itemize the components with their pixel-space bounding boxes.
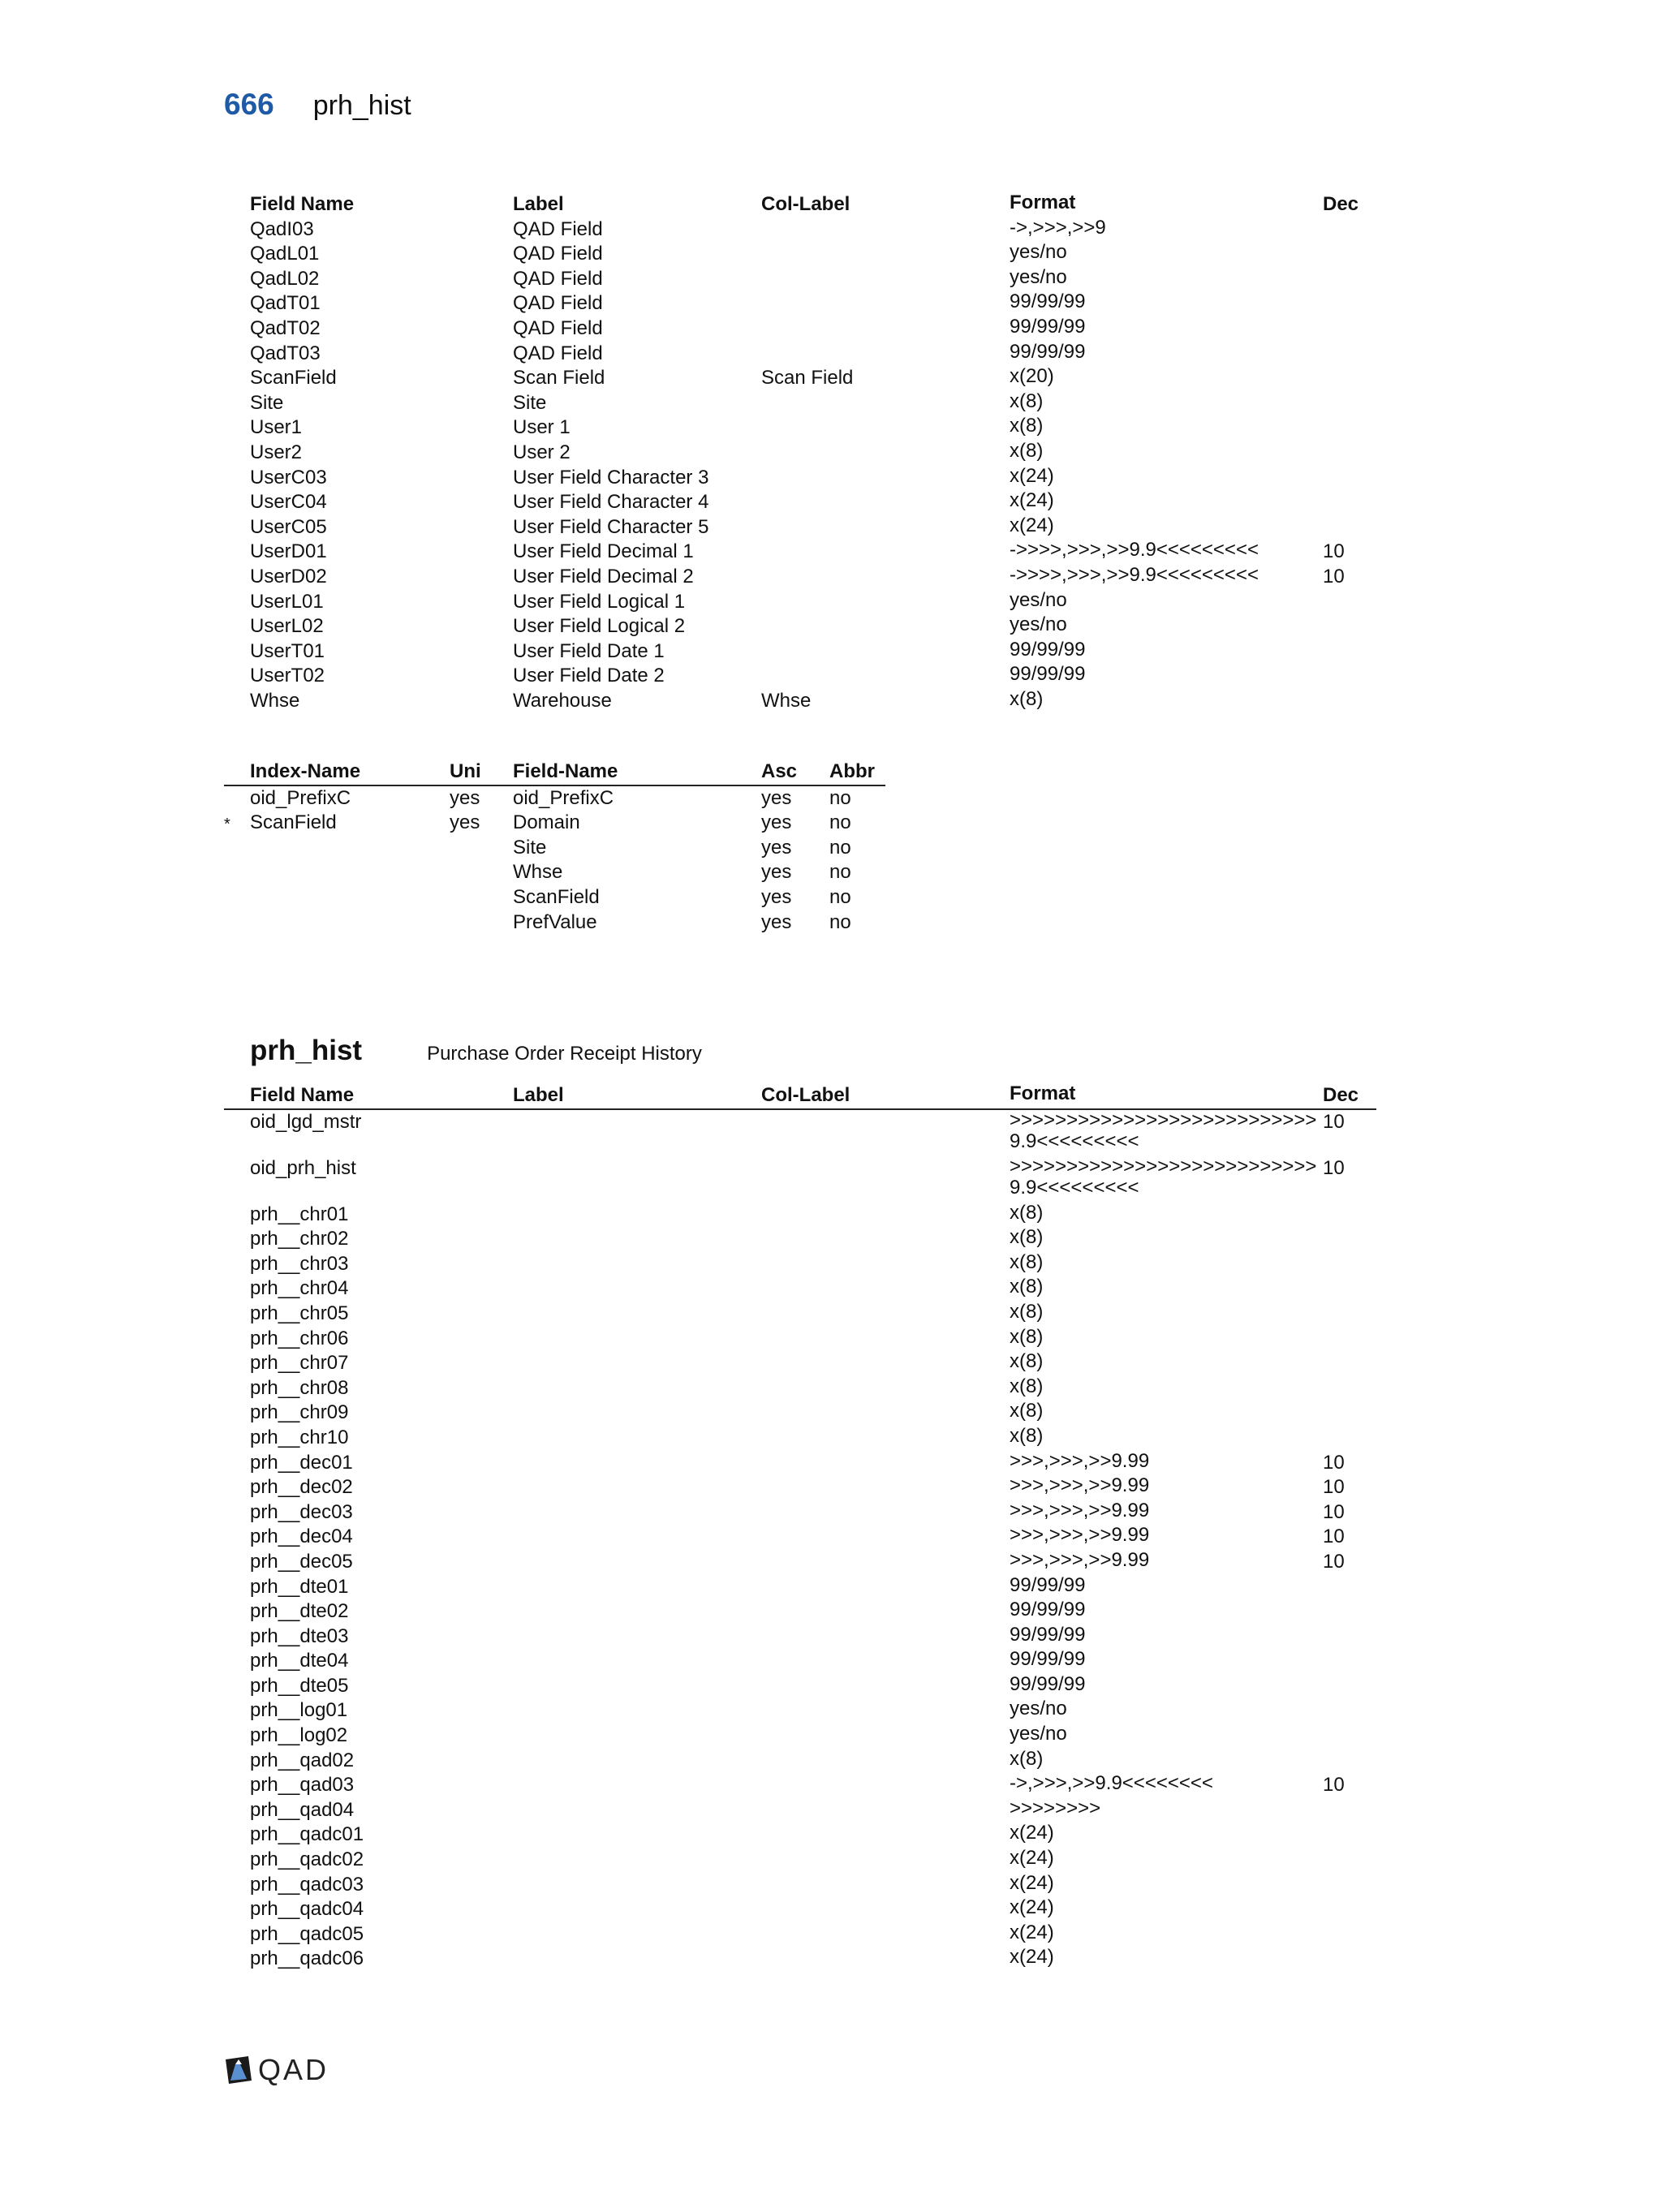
table-row xyxy=(224,217,1376,243)
cell-field-name: prh__chr03 xyxy=(250,1252,349,1275)
table-row xyxy=(224,1401,1376,1426)
table-row xyxy=(224,242,1376,267)
cell-dec: 10 xyxy=(1323,1500,1345,1523)
table-row xyxy=(224,1376,1376,1401)
cell-field-name: prh__qad03 xyxy=(250,1774,355,1797)
cell-asc: yes xyxy=(761,786,792,809)
cell-format: >>>>>>>>>>>>>>>>>>>>>>>>>>>9.9<<<<<<<<< xyxy=(1010,1155,1317,1199)
cell-asc: yes xyxy=(761,885,792,908)
cell-label: User Field Character 5 xyxy=(513,515,709,538)
cell-asc: yes xyxy=(761,811,792,834)
cell-format: yes/no xyxy=(1010,265,1067,288)
table-row xyxy=(224,1724,1376,1749)
cell-field-name: prh__qadc01 xyxy=(250,1823,364,1846)
header-col-label: Col-Label xyxy=(761,193,850,215)
header-format: Format xyxy=(1010,192,1076,213)
cell-index-name: ScanField xyxy=(250,811,337,834)
cell-abbr: no xyxy=(829,861,851,884)
table-header xyxy=(224,192,1376,217)
cell-abbr: no xyxy=(829,885,851,908)
table-row xyxy=(224,811,885,836)
qad-logo-icon xyxy=(224,2056,253,2084)
table-row xyxy=(224,1947,1376,1972)
cell-format: x(24) xyxy=(1010,514,1054,536)
cell-field-name: prh__dec03 xyxy=(250,1500,353,1523)
cell-label: Warehouse xyxy=(513,689,612,712)
cell-label: Scan Field xyxy=(513,367,605,389)
cell-field-name: PrefValue xyxy=(513,910,597,933)
table-row xyxy=(224,1351,1376,1376)
cell-label: User Field Decimal 2 xyxy=(513,565,694,587)
cell-format: 99/99/99 xyxy=(1010,663,1086,686)
table-description: Purchase Order Receipt History xyxy=(427,1043,702,1065)
cell-abbr: no xyxy=(829,811,851,834)
header-field-name: Field Name xyxy=(250,1084,355,1106)
table-row xyxy=(224,342,1376,367)
table-row xyxy=(224,1276,1376,1302)
cell-field-name: prh__chr07 xyxy=(250,1352,349,1375)
cell-dec: 10 xyxy=(1323,1526,1345,1548)
cell-format: x(24) xyxy=(1010,1822,1054,1844)
cell-col-label: Scan Field xyxy=(761,367,854,389)
cell-field-name: ScanField xyxy=(513,885,600,908)
cell-format: >>>>>>>> xyxy=(1010,1797,1101,1819)
cell-format: ->,>>>,>>9.9<<<<<<<< xyxy=(1010,1772,1213,1795)
cell-label: QAD Field xyxy=(513,292,603,315)
table-row xyxy=(224,1649,1376,1674)
cell-field-name: prh__dte03 xyxy=(250,1625,349,1647)
table-row xyxy=(224,1451,1376,1476)
cell-field-name: QadT03 xyxy=(250,342,321,364)
cell-format: 99/99/99 xyxy=(1010,340,1086,363)
table-row xyxy=(224,836,885,861)
cell-index-name: oid_PrefixC xyxy=(250,786,351,809)
cell-field-name: prh__chr10 xyxy=(250,1426,349,1448)
cell-field-name: prh__dte05 xyxy=(250,1674,349,1697)
table-row xyxy=(224,1798,1376,1823)
cell-label: QAD Field xyxy=(513,316,603,339)
table-row xyxy=(224,885,885,910)
cell-format: ->>>>,>>>,>>9.9<<<<<<<<< xyxy=(1010,563,1259,586)
cell-format: x(8) xyxy=(1010,1375,1044,1397)
cell-field-name: prh__dec02 xyxy=(250,1476,353,1499)
cell-label: QAD Field xyxy=(513,243,603,265)
cell-label: User Field Logical 2 xyxy=(513,615,686,638)
logo-text: QAD xyxy=(258,2053,329,2086)
page-title: prh_hist xyxy=(312,90,411,121)
cell-dec: 10 xyxy=(1323,1451,1345,1474)
qad-logo xyxy=(224,2053,329,2087)
cell-format: x(8) xyxy=(1010,389,1044,412)
cell-label: User Field Decimal 1 xyxy=(513,540,694,563)
table-row xyxy=(224,316,1376,342)
header-asc: Asc xyxy=(761,760,798,782)
table-row xyxy=(224,689,1376,714)
table-row xyxy=(224,565,1376,590)
section-title xyxy=(250,1035,702,1067)
cell-field-name: prh__dte04 xyxy=(250,1650,349,1672)
cell-format: x(8) xyxy=(1010,1325,1044,1348)
table-row xyxy=(224,415,1376,441)
cell-field-name: oid_PrefixC xyxy=(513,786,614,809)
cell-field-name: prh__qadc02 xyxy=(250,1848,364,1871)
cell-format: x(8) xyxy=(1010,1747,1044,1770)
table-body xyxy=(224,1110,1376,1972)
cell-field-name: prh__qadc03 xyxy=(250,1873,364,1896)
table-row xyxy=(224,291,1376,316)
cell-abbr: no xyxy=(829,910,851,933)
cell-format: x(8) xyxy=(1010,1350,1044,1373)
header-field-name: Field Name xyxy=(250,193,355,215)
cell-field-name: Site xyxy=(250,391,284,414)
cell-label: User 1 xyxy=(513,416,571,439)
cell-field-name: prh__chr04 xyxy=(250,1277,349,1300)
cell-asc: yes xyxy=(761,861,792,884)
cell-field-name: UserD02 xyxy=(250,565,327,587)
table-row xyxy=(224,1749,1376,1774)
header-format: Format xyxy=(1010,1082,1076,1104)
cell-field-name: User1 xyxy=(250,416,303,439)
index-table-header xyxy=(224,760,885,786)
cell-format: 99/99/99 xyxy=(1010,1648,1086,1671)
cell-label: QAD Field xyxy=(513,267,603,290)
cell-field-name: UserL02 xyxy=(250,615,324,638)
table-row xyxy=(224,391,1376,416)
cell-uni: yes xyxy=(450,786,480,809)
table-row xyxy=(224,860,885,885)
field-table-previous xyxy=(224,192,1376,713)
table-row xyxy=(224,441,1376,466)
table-row xyxy=(224,540,1376,565)
cell-field-name: prh__dte02 xyxy=(250,1600,349,1623)
table-row xyxy=(224,267,1376,292)
table-row xyxy=(224,639,1376,665)
table-row xyxy=(224,466,1376,491)
cell-abbr: no xyxy=(829,836,851,859)
table-row xyxy=(224,1203,1376,1228)
cell-dec: 10 xyxy=(1323,1774,1345,1797)
cell-label: User 2 xyxy=(513,441,571,463)
cell-field-name: prh__qadc05 xyxy=(250,1922,364,1945)
cell-field-name: prh__qad04 xyxy=(250,1798,355,1821)
table-row xyxy=(224,1599,1376,1625)
cell-dec: 10 xyxy=(1323,1156,1345,1179)
cell-field-name: ScanField xyxy=(250,367,337,389)
cell-format: x(24) xyxy=(1010,1871,1054,1894)
table-row xyxy=(224,590,1376,615)
table-body xyxy=(224,217,1376,714)
index-table-body xyxy=(224,786,885,936)
cell-format: 99/99/99 xyxy=(1010,1573,1086,1596)
cell-field-name: prh__dec05 xyxy=(250,1550,353,1573)
cell-format: x(8) xyxy=(1010,1424,1044,1447)
cell-format: x(8) xyxy=(1010,1276,1044,1298)
cell-field-name: prh__dte01 xyxy=(250,1575,349,1598)
table-row xyxy=(224,786,885,811)
table-row xyxy=(224,1500,1376,1526)
table-row xyxy=(224,1873,1376,1898)
cell-format: x(8) xyxy=(1010,1226,1044,1249)
cell-field-name: oid_prh_hist xyxy=(250,1156,356,1179)
cell-label: User Field Character 4 xyxy=(513,491,709,514)
table-row xyxy=(224,1302,1376,1327)
cell-format: >>>,>>>,>>9.99 xyxy=(1010,1524,1150,1547)
cell-col-label: Whse xyxy=(761,689,812,712)
cell-asc: yes xyxy=(761,910,792,933)
cell-format: >>>,>>>,>>9.99 xyxy=(1010,1449,1150,1472)
table-row xyxy=(224,1426,1376,1451)
cell-format: x(24) xyxy=(1010,1896,1054,1919)
cell-format: 99/99/99 xyxy=(1010,638,1086,661)
cell-field-name: prh__chr05 xyxy=(250,1302,349,1324)
cell-format: x(8) xyxy=(1010,1400,1044,1422)
cell-format: x(8) xyxy=(1010,439,1044,462)
cell-format: x(8) xyxy=(1010,1300,1044,1323)
table-row xyxy=(224,1475,1376,1500)
cell-format: >>>,>>>,>>9.99 xyxy=(1010,1499,1150,1521)
cell-format: yes/no xyxy=(1010,1698,1067,1720)
header-index-name: Index-Name xyxy=(250,760,361,782)
cell-format: 99/99/99 xyxy=(1010,1672,1086,1695)
cell-format: x(24) xyxy=(1010,489,1054,512)
cell-dec: 10 xyxy=(1323,1476,1345,1499)
cell-uni: yes xyxy=(450,811,480,834)
cell-field-name: Whse xyxy=(513,861,563,884)
table-row xyxy=(224,1674,1376,1699)
table-row xyxy=(224,1922,1376,1947)
cell-field-name: UserC03 xyxy=(250,466,327,488)
cell-format: yes/no xyxy=(1010,613,1067,636)
table-row xyxy=(224,1625,1376,1650)
cell-field-name: UserL01 xyxy=(250,590,324,613)
cell-format: 99/99/99 xyxy=(1010,1599,1086,1621)
cell-format: >>>,>>>,>>9.99 xyxy=(1010,1474,1150,1497)
page-number: 666 xyxy=(224,88,274,121)
cell-format: x(24) xyxy=(1010,1847,1054,1870)
table-row xyxy=(224,1848,1376,1873)
cell-field-name: prh__chr08 xyxy=(250,1376,349,1399)
cell-field-name: prh__chr02 xyxy=(250,1228,349,1250)
index-table xyxy=(224,760,885,935)
cell-asc: yes xyxy=(761,836,792,859)
table-name: prh_hist xyxy=(250,1035,363,1066)
cell-field-name: prh__dec04 xyxy=(250,1526,353,1548)
table-row xyxy=(224,1252,1376,1277)
header-field-name: Field-Name xyxy=(513,760,618,782)
cell-abbr: no xyxy=(829,786,851,809)
cell-label: Site xyxy=(513,391,547,414)
table-row xyxy=(224,1575,1376,1600)
cell-field-name: prh__log02 xyxy=(250,1724,348,1747)
table-row xyxy=(224,490,1376,515)
cell-field-name: prh__chr06 xyxy=(250,1327,349,1349)
table-row xyxy=(224,1698,1376,1724)
cell-field-name: User2 xyxy=(250,441,303,463)
table-row xyxy=(224,1227,1376,1252)
cell-field-name: UserT01 xyxy=(250,639,325,662)
table-row xyxy=(224,910,885,936)
cell-field-name: prh__log01 xyxy=(250,1699,348,1722)
cell-field-name: prh__dec01 xyxy=(250,1451,353,1474)
cell-format: >>>>>>>>>>>>>>>>>>>>>>>>>>>9.9<<<<<<<<< xyxy=(1010,1108,1317,1152)
cell-field-name: Domain xyxy=(513,811,580,834)
header-label: Label xyxy=(513,1084,564,1106)
cell-field-name: prh__chr01 xyxy=(250,1203,349,1225)
cell-label: User Field Date 2 xyxy=(513,665,665,687)
header-abbr: Abbr xyxy=(829,760,875,782)
cell-field-name: prh__qadc06 xyxy=(250,1947,364,1970)
cell-dec: 10 xyxy=(1323,1110,1345,1133)
table-row xyxy=(224,1327,1376,1352)
cell-format: x(24) xyxy=(1010,464,1054,487)
cell-format: x(8) xyxy=(1010,1250,1044,1273)
cell-label: User Field Logical 1 xyxy=(513,590,686,613)
table-row xyxy=(224,614,1376,639)
cell-label: QAD Field xyxy=(513,217,603,240)
table-header xyxy=(224,1083,1376,1110)
header-dec: Dec xyxy=(1323,1084,1359,1106)
cell-dec: 10 xyxy=(1323,1550,1345,1573)
cell-field-name: QadL02 xyxy=(250,267,320,290)
cell-field-name: prh__qad02 xyxy=(250,1749,355,1771)
cell-field-name: QadT01 xyxy=(250,292,321,315)
table-row xyxy=(224,664,1376,689)
table-row xyxy=(224,1110,1376,1156)
header-uni: Uni xyxy=(450,760,481,782)
primary-index-marker: * xyxy=(224,816,230,834)
cell-field-name: QadL01 xyxy=(250,243,320,265)
table-row xyxy=(224,1525,1376,1550)
field-table-prh-hist xyxy=(224,1083,1376,1972)
cell-format: x(8) xyxy=(1010,415,1044,437)
cell-label: QAD Field xyxy=(513,342,603,364)
cell-field-name: oid_lgd_mstr xyxy=(250,1110,362,1133)
cell-format: x(24) xyxy=(1010,1921,1054,1943)
cell-format: 99/99/99 xyxy=(1010,315,1086,338)
cell-field-name: UserD01 xyxy=(250,540,327,563)
cell-dec: 10 xyxy=(1323,565,1345,587)
page-header xyxy=(224,88,411,133)
cell-format: yes/no xyxy=(1010,1723,1067,1745)
cell-field-name: Whse xyxy=(250,689,300,712)
cell-field-name: QadT02 xyxy=(250,316,321,339)
cell-field-name: UserC04 xyxy=(250,491,327,514)
cell-label: User Field Date 1 xyxy=(513,639,665,662)
cell-label: User Field Character 3 xyxy=(513,466,709,488)
table-row xyxy=(224,515,1376,540)
table-row xyxy=(224,1897,1376,1922)
cell-field-name: prh__qadc04 xyxy=(250,1898,364,1921)
cell-field-name: QadI03 xyxy=(250,217,314,240)
cell-format: >>>,>>>,>>9.99 xyxy=(1010,1548,1150,1571)
cell-format: x(24) xyxy=(1010,1946,1054,1969)
cell-field-name: UserC05 xyxy=(250,515,327,538)
cell-format: ->>>>,>>>,>>9.9<<<<<<<<< xyxy=(1010,539,1259,562)
cell-field-name: prh__chr09 xyxy=(250,1401,349,1424)
cell-field-name: UserT02 xyxy=(250,665,325,687)
cell-format: x(8) xyxy=(1010,1201,1044,1224)
table-row xyxy=(224,1550,1376,1575)
cell-format: x(8) xyxy=(1010,687,1044,710)
cell-format: yes/no xyxy=(1010,241,1067,264)
header-col-label: Col-Label xyxy=(761,1084,850,1106)
cell-dec: 10 xyxy=(1323,540,1345,563)
header-label: Label xyxy=(513,193,564,215)
cell-format: yes/no xyxy=(1010,588,1067,611)
cell-format: ->,>>>,>>9 xyxy=(1010,216,1106,239)
table-row xyxy=(224,1823,1376,1848)
cell-format: 99/99/99 xyxy=(1010,290,1086,313)
table-row xyxy=(224,366,1376,391)
table-row xyxy=(224,1156,1376,1203)
cell-field-name: Site xyxy=(513,836,547,859)
cell-format: x(20) xyxy=(1010,365,1054,388)
header-dec: Dec xyxy=(1323,193,1359,215)
table-row xyxy=(224,1773,1376,1798)
cell-format: 99/99/99 xyxy=(1010,1623,1086,1646)
